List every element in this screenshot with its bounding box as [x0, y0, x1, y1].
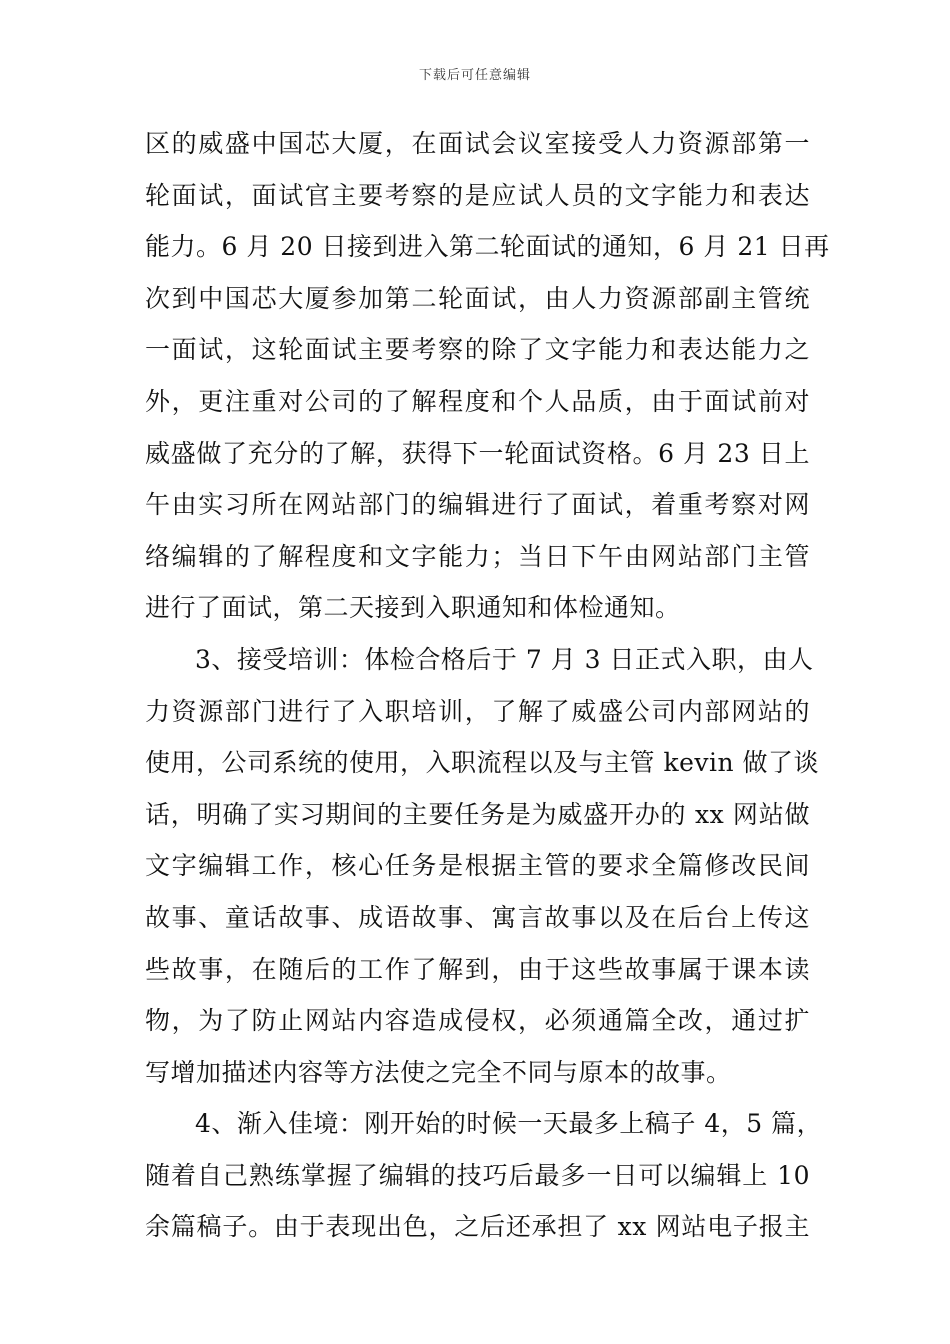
document-body — [145, 118, 830, 1253]
text-line: 写增加描述内容等方法使之完全不同与原本的故事。 — [145, 1057, 732, 1087]
text-line: 话，明确了实习期间的主要任务是为威盛开办的 xx 网站做 — [145, 799, 810, 829]
text-line: 随着自己熟练掌握了编辑的技巧后最多一日可以编辑上 10 — [145, 1160, 810, 1190]
text-line: 些故事，在随后的工作了解到，由于这些故事属于课本读 — [145, 954, 810, 984]
text-line: 文字编辑工作，核心任务是根据主管的要求全篇修改民间 — [145, 851, 810, 881]
text-line: 区的威盛中国芯大厦，在面试会议室接受人力资源部第一 — [145, 129, 810, 158]
text-line: 使用，公司系统的使用，入职流程以及与主管 kevin 做了谈 — [145, 748, 820, 778]
paragraph-start-line: 3、接受培训：体检合格后于 7 月 3 日正式入职，由人 — [195, 644, 814, 674]
text-line: 进行了面试，第二天接到入职通知和体检通知。 — [145, 593, 681, 623]
text-line: 外，更注重对公司的了解程度和个人品质，由于面试前对 — [145, 386, 810, 416]
text-line: 力资源部门进行了入职培训，了解了威盛公司内部网站的 — [145, 696, 810, 726]
page-header: 下载后可任意编辑 — [418, 68, 531, 83]
text-line: 余篇稿子。由于表现出色，之后还承担了 xx 网站电子报主 — [145, 1212, 810, 1242]
text-line: 络编辑的了解程度和文字能力；当日下午由网站部门主管 — [145, 541, 810, 571]
text-line: 物，为了防止网站内容造成侵权，必须通篇全改，通过扩 — [145, 1006, 810, 1036]
text-line: 次到中国芯大厦参加第二轮面试，由人力资源部副主管统 — [145, 283, 810, 313]
text-line: 故事、童话故事、成语故事、寓言故事以及在后台上传这 — [145, 902, 810, 932]
text-line: 轮面试，面试官主要考察的是应试人员的文字能力和表达 — [145, 180, 810, 210]
text-line: 能力。6 月 20 日接到进入第二轮面试的通知，6 月 21 日再 — [145, 232, 830, 262]
text-line: 威盛做了充分的了解，获得下一轮面试资格。6 月 23 日上 — [145, 438, 810, 468]
paragraph-start-line: 4、渐入佳境：刚开始的时候一天最多上稿子 4，5 篇， — [195, 1109, 823, 1139]
text-line: 午由实习所在网站部门的编辑进行了面试，着重考察对网 — [145, 490, 810, 520]
text-line: 一面试，这轮面试主要考察的除了文字能力和表达能力之 — [145, 335, 810, 365]
